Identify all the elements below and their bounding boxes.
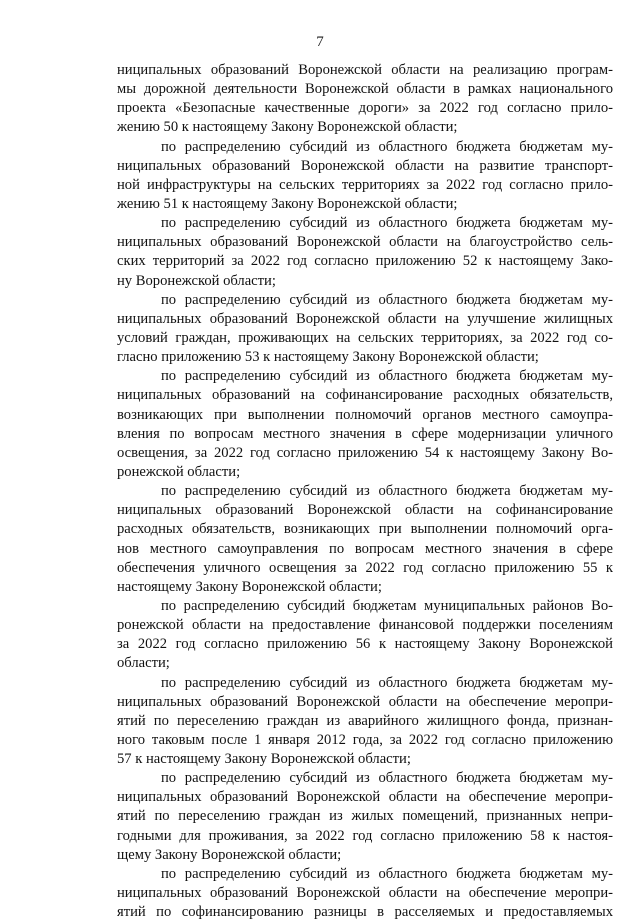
body-text xyxy=(117,61,613,922)
text-line: по распределению субсидий из областного бюджета бюджетам му- xyxy=(161,215,613,232)
text-line: вления по вопросам местного значения в сфере модернизации уличного xyxy=(117,425,613,442)
text-line: щему Закону Воронежской области; xyxy=(117,846,342,863)
text-line: по распределению субсидий из областного бюджета бюджетам му- xyxy=(161,770,613,787)
text-line: по распределению субсидий из областного бюджета бюджетам му- xyxy=(161,368,613,385)
text-line: по распределению субсидий из областного бюджета бюджетам му- xyxy=(161,674,613,691)
text-line: ронежской области; xyxy=(117,463,241,480)
text-line: по распределению субсидий из областного бюджета бюджетам му- xyxy=(161,483,613,500)
text-line: настоящему Закону Воронежской области; xyxy=(117,578,382,595)
text-line: ронежской области на предоставление финансовой поддержки поселениям xyxy=(117,617,613,634)
text-line: обеспечения уличного освещения за 2022 год согласно приложению 55 к xyxy=(117,559,613,576)
text-line: жению 50 к настоящему Закону Воронежской области; xyxy=(117,119,458,136)
text-line: области; xyxy=(117,655,170,672)
text-line: по распределению субсидий бюджетам муниципальных районов Во- xyxy=(161,597,613,614)
text-line: по распределению субсидий из областного бюджета бюджетам му- xyxy=(161,138,613,155)
text-line: ниципальных образований Воронежской области на улучшение жилищных xyxy=(117,310,613,327)
text-line: по распределению субсидий из областного бюджета бюджетам му- xyxy=(161,865,613,882)
text-line: за 2022 год согласно приложению 56 к настоящему Закону Воронежской xyxy=(117,636,613,653)
text-line: расходных обязательств, возникающих при выполнении полномочий орга- xyxy=(117,521,613,538)
page-number: 7 xyxy=(316,34,324,50)
text-line: 57 к настоящему Закону Воронежской области; xyxy=(117,751,411,768)
text-line: ниципальных образований Воронежской области на софинансирование xyxy=(117,502,613,519)
text-line: ниципальных образований Воронежской области на развитие транспорт- xyxy=(117,157,613,174)
text-line: освещения, за 2022 год согласно приложению 54 к настоящему Закону Во- xyxy=(117,444,613,461)
text-line: ну Воронежской области; xyxy=(117,272,276,289)
text-line: ятий по переселению граждан из аварийного жилищного фонда, признан- xyxy=(117,712,613,729)
text-line: годными для проживания, за 2022 год согласно приложению 58 к настоя- xyxy=(117,827,613,844)
text-line: нов местного самоуправления по вопросам местного значения в сфере xyxy=(117,540,613,557)
text-line: ских территорий за 2022 год согласно приложению 52 к настоящему Зако- xyxy=(117,253,613,270)
text-line: ниципальных образований на софинансирование расходных обязательств, xyxy=(117,387,613,404)
text-line: ной инфраструктуры на сельских территориях за 2022 год согласно прило- xyxy=(117,176,613,193)
text-line: ниципальных образований Воронежской области на реализацию програм- xyxy=(117,62,613,78)
text-line: условий граждан, проживающих на сельских территориях, за 2022 год со- xyxy=(117,329,613,346)
text-line: ниципальных образований Воронежской области на благоустройство сель- xyxy=(117,234,613,251)
text-line: ного таковым после 1 января 2012 года, за 2022 год согласно приложению xyxy=(117,731,613,748)
text-line: жению 51 к настоящему Закону Воронежской области; xyxy=(117,195,458,212)
text-line: мы дорожной деятельности Воронежской области в рамках национального xyxy=(117,81,613,98)
text-line: ниципальных образований Воронежской области на обеспечение меропри- xyxy=(117,693,613,710)
text-line: возникающих при выполнении полномочий органов местного самоупра- xyxy=(117,406,613,423)
text-line: проекта «Безопасные качественные дороги» за 2022 год согласно прило- xyxy=(117,100,613,117)
text-line: по распределению субсидий из областного бюджета бюджетам му- xyxy=(161,291,613,308)
text-line: ниципальных образований Воронежской области на обеспечение меропри- xyxy=(117,789,613,806)
text-line: ниципальных образований Воронежской области на обеспечение меропри- xyxy=(117,885,613,902)
text-line: ятий по переселению граждан из жилых помещений, признанных непри- xyxy=(117,808,613,825)
text-line: гласно приложению 53 к настоящему Закону Воронежской области; xyxy=(117,349,539,366)
text-line: ятий по софинансированию разницы в расселяемых и предоставляемых xyxy=(117,904,613,921)
